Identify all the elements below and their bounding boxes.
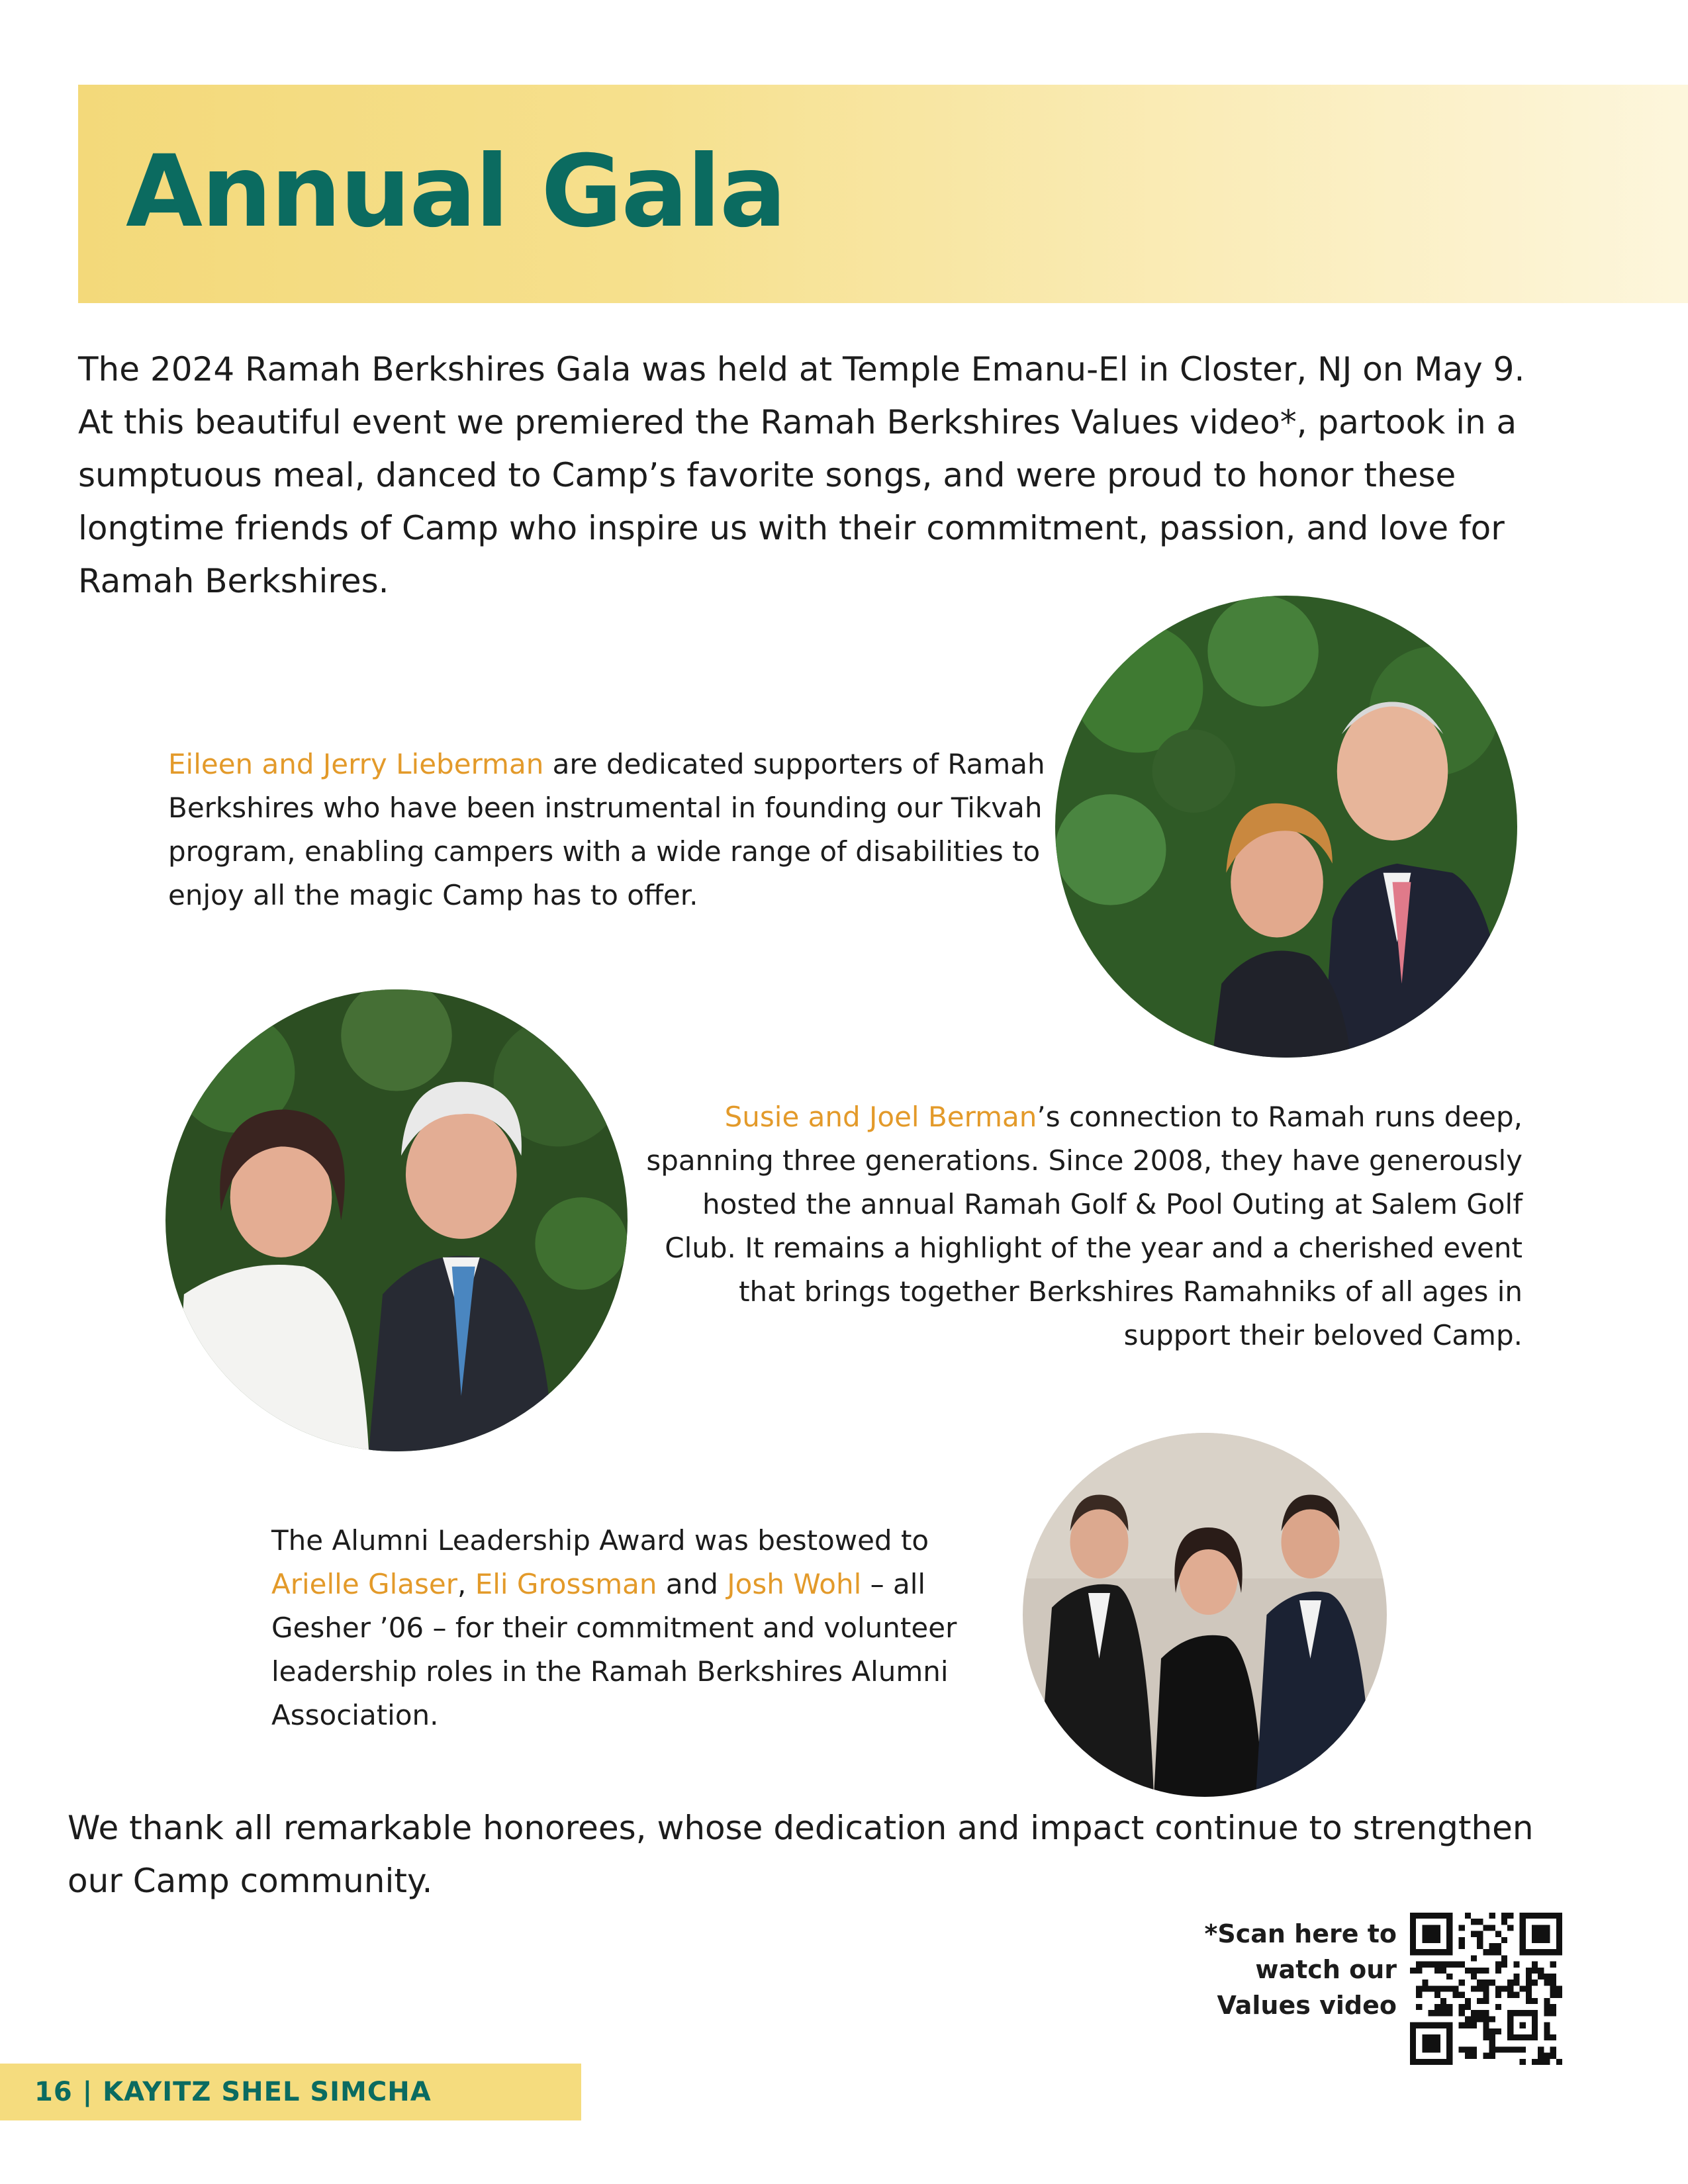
lieberman-name: Eileen and Jerry Lieberman xyxy=(168,748,544,780)
lieberman-paragraph xyxy=(168,743,1049,917)
intro-paragraph: The 2024 Ramah Berkshires Gala was held at Temple Emanu-El in Closter, NJ on May 9. At this beautiful event we premiered the Ramah Berkshires Values video*, partook in a sumptuous meal, danced to Camp’s favorite songs, and were proud to honor these longtime friends of Camp who inspire us with their commitment, passion, and love for Ramah Berkshires. xyxy=(78,350,1525,600)
alumni-text: – all Gesher ’06 – for their commitment and volunteer leadership roles in the Ramah Berkshires Alumni Association. xyxy=(271,1568,957,1731)
lieberman-photo xyxy=(1055,596,1517,1058)
alumni-separator-1: , xyxy=(457,1568,475,1600)
alumni-paragraph xyxy=(271,1519,1013,1737)
alumni-name-2: Eli Grossman xyxy=(475,1568,657,1600)
footer-separator: | xyxy=(82,2077,93,2107)
berman-paragraph xyxy=(635,1095,1523,1357)
footer xyxy=(34,2074,432,2110)
qr-caption-line: *Scan here to xyxy=(1204,1919,1397,1948)
alumni-name-3: Josh Wohl xyxy=(727,1568,862,1600)
alumni-intro: The Alumni Leadership Award was bestowed to xyxy=(271,1524,929,1557)
qr-caption-line: watch our xyxy=(1255,1955,1397,1984)
berman-text: ’s connection to Ramah runs deep, spanning three generations. Since 2008, they have generously hosted the annual Ramah Golf & Pool Outing at Salem Golf Club. It remains a highlight of the year and a cherished event that brings together Berkshires Ramahniks of all ages in support their beloved Camp. xyxy=(646,1101,1523,1351)
qr-caption xyxy=(1125,1916,1397,2023)
closing-paragraph: We thank all remarkable honorees, whose dedication and impact continue to strengthen our Camp community. xyxy=(68,1809,1534,1900)
page-number: 16 xyxy=(34,2077,73,2107)
alumni-photo xyxy=(1023,1433,1387,1797)
qr-caption-line: Values video xyxy=(1217,1991,1397,2020)
publication-name: KAYITZ SHEL SIMCHA xyxy=(103,2077,432,2107)
alumni-separator-2: and xyxy=(657,1568,727,1600)
berman-photo xyxy=(165,989,628,1451)
lieberman-text: are dedicated supporters of Ramah Berkshires who have been instrumental in founding our Tikvah program, enabling campers with a wide range of disabilities to enjoy all the magic Camp has to offer. xyxy=(168,748,1045,911)
page-title: Annual Gala xyxy=(126,134,786,250)
alumni-name-1: Arielle Glaser xyxy=(271,1568,457,1600)
berman-name: Susie and Joel Berman xyxy=(724,1101,1037,1133)
qr-code[interactable] xyxy=(1410,1913,1562,2065)
